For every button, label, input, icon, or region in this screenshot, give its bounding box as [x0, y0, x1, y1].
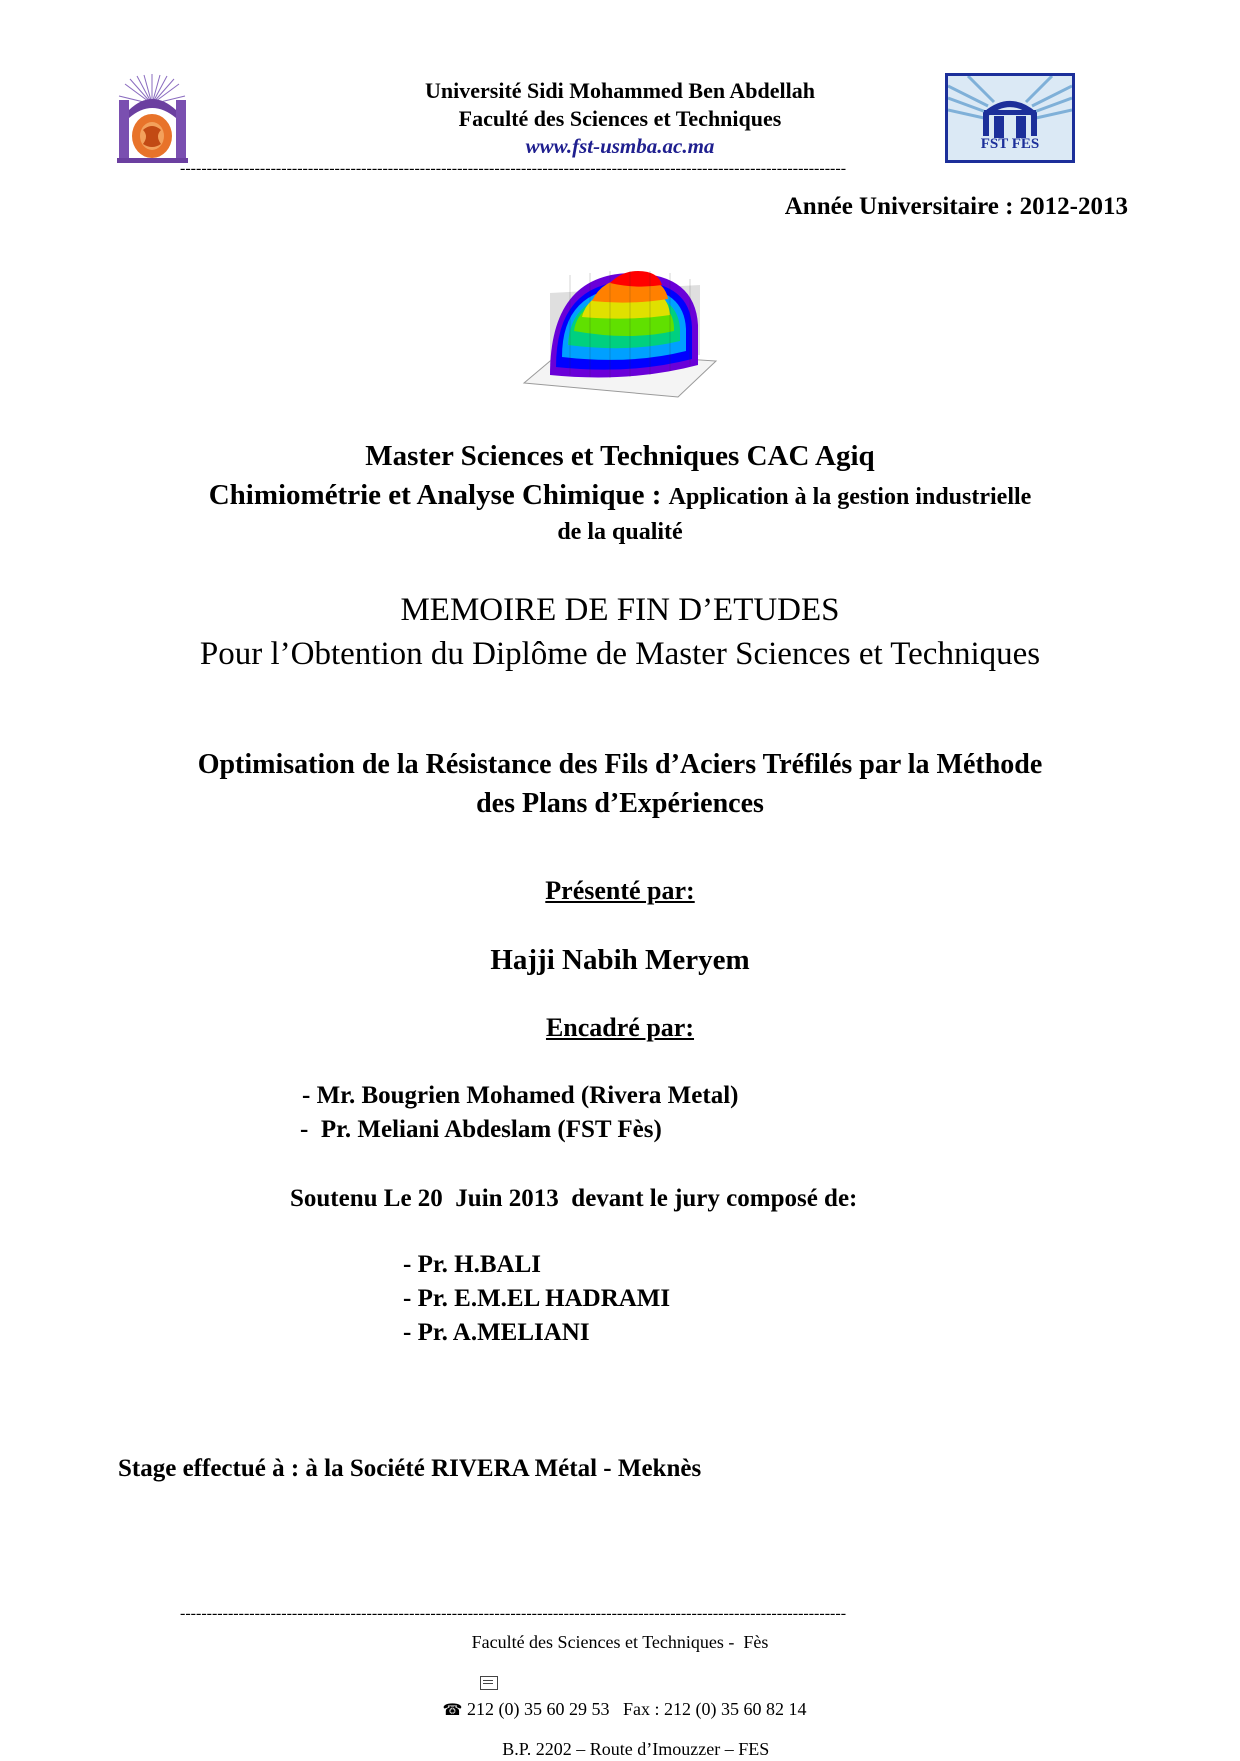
footer-phone-text: 212 (0) 35 60 29 53 Fax : 212 (0) 35 60 82 14 [462, 1699, 807, 1719]
university-emblem [115, 70, 190, 165]
program-subtitle-main: Chimiométrie et Analyse Chimique : [208, 479, 669, 511]
header-separator: ----------------------------------------------------------------------------------------------------------------------------- [180, 160, 847, 177]
faculty-name: Faculté des Sciences et Techniques [458, 106, 782, 131]
footer-separator: ----------------------------------------------------------------------------------------------------------------------------- [180, 1605, 847, 1622]
presented-by-label: Présenté par: [545, 876, 695, 905]
program-subtitle-cont: de la qualité [557, 519, 683, 545]
footer-address-text: B.P. 2202 – Route d’Imouzzer – FES [497, 1739, 770, 1759]
academic-year: Année Universitaire : 2012-2013 [784, 193, 1128, 220]
supervised-by-label: Encadré par: [545, 1013, 695, 1042]
memoire-subtitle: Pour l’Obtention du Diplôme de Master Sciences et Techniques [199, 636, 1041, 672]
jury-member: - Pr. A.MELIANI [403, 1319, 590, 1346]
program-subtitle-sub: Application à la gestion industrielle [668, 484, 1032, 510]
memoire-title: MEMOIRE DE FIN D’ETUDES [400, 592, 840, 628]
internship-line: Stage effectué à : à la Société RIVERA Métal - Meknès [118, 1455, 702, 1482]
program-subtitle [110, 479, 1130, 512]
footer-phone [320, 1678, 920, 1720]
defense-line: Soutenu Le 20 Juin 2013 devant le jury composé de: [290, 1185, 858, 1212]
supervisor-item: - Mr. Bougrien Mohamed (Rivera Metal) [302, 1082, 739, 1109]
jury-member: - Pr. H.BALI [403, 1251, 541, 1278]
thesis-title-line1: Optimisation de la Résistance des Fils d’Aciers Tréfilés par la Méthode [197, 749, 1043, 780]
footer-faculty: Faculté des Sciences et Techniques - Fès [471, 1632, 769, 1652]
fst-fes-logo-label: FST FES [980, 136, 1040, 152]
phone-icon: ☎ [442, 1700, 463, 1719]
author-name: Hajji Nabih Meryem [490, 944, 750, 976]
university-name: Université Sidi Mohammed Ben Abdellah [425, 78, 815, 103]
jury-member: - Pr. E.M.EL HADRAMI [403, 1285, 671, 1312]
fst-fes-logo [945, 73, 1075, 163]
website-link[interactable]: www.fst-usmba.ac.ma [525, 134, 715, 158]
program-title: Master Sciences et Techniques CAC Agiq [365, 440, 875, 472]
supervisor-item: - Pr. Meliani Abdeslam (FST Fès) [300, 1116, 662, 1143]
surface-plot-image [520, 255, 720, 405]
thesis-title-line2: des Plans d’Expériences [476, 788, 764, 819]
